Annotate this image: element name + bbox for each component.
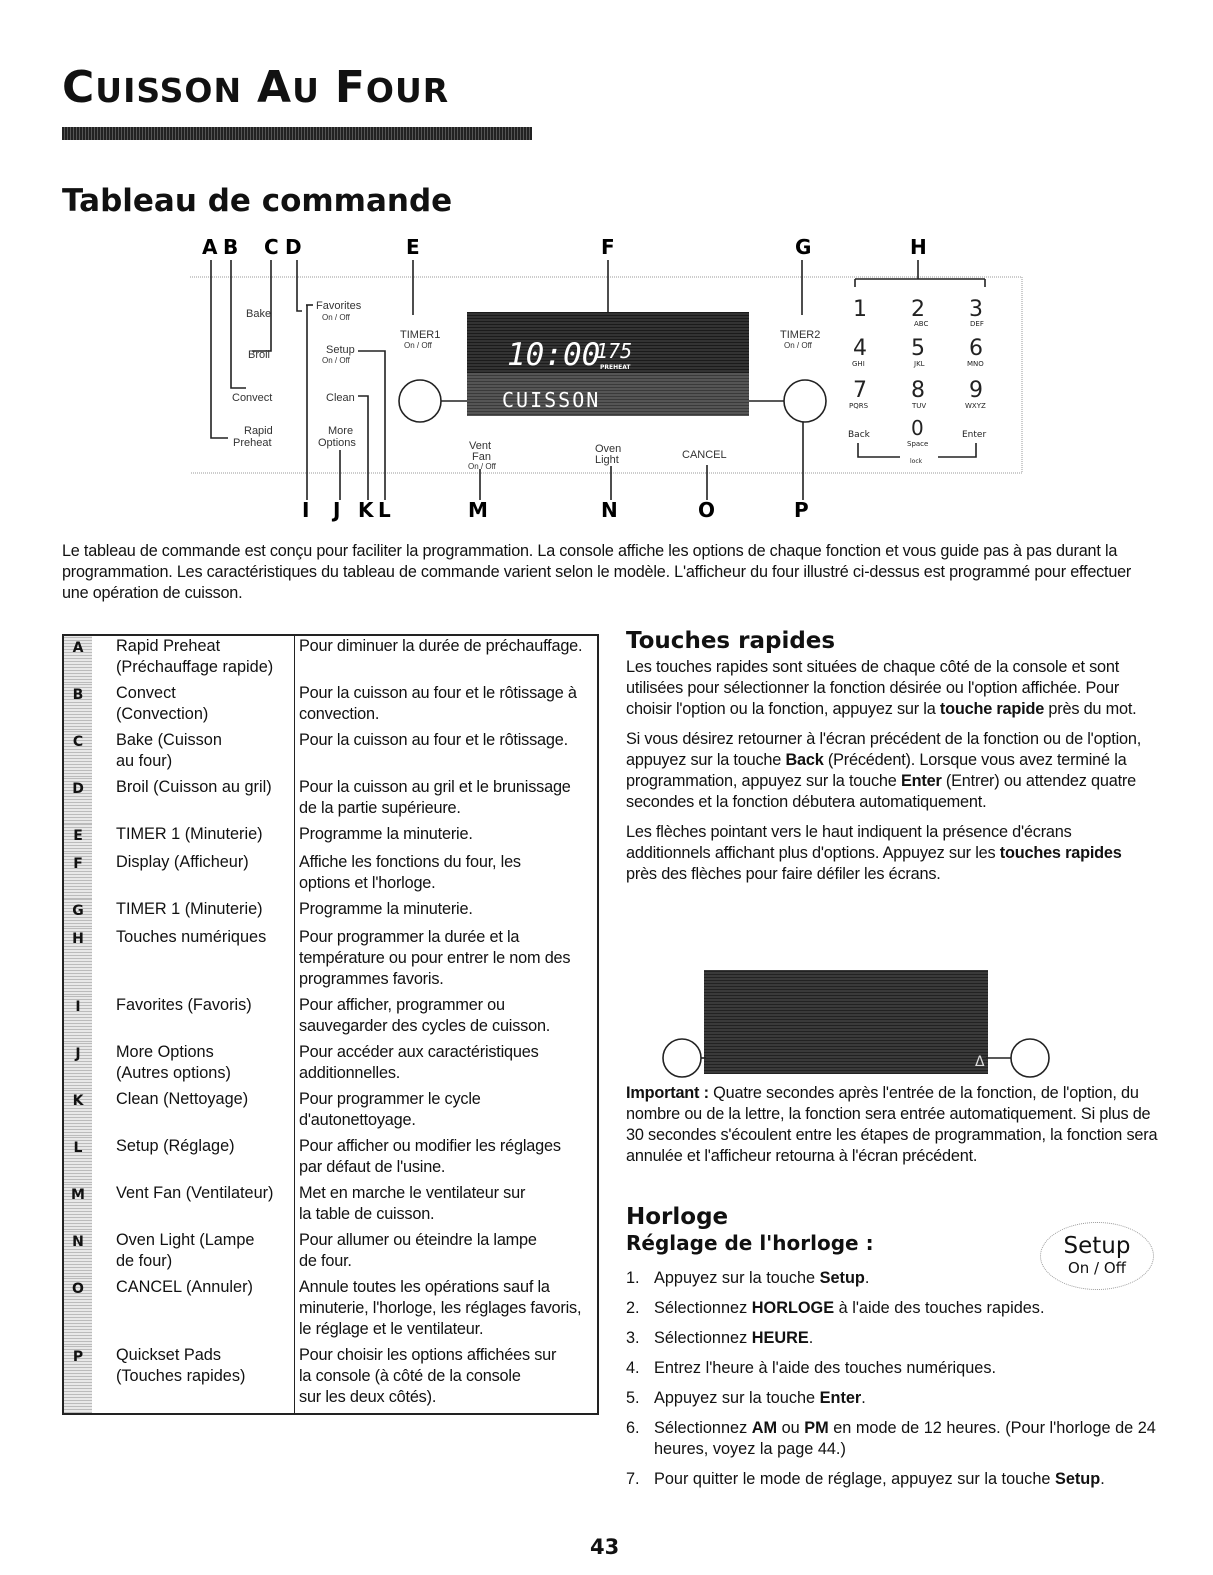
- key-enter: Enter: [962, 430, 987, 440]
- rapid-label: Rapid: [244, 425, 273, 437]
- table-row: [63, 683, 598, 730]
- title-rule: [62, 127, 532, 140]
- list-item: 4. Entrez l'heure à l'aide des touches numériques.: [626, 1359, 996, 1377]
- display-temp: 175: [596, 339, 633, 363]
- list-item: 3. Sélectionnez HEURE.: [626, 1329, 814, 1347]
- row-name: Bake (Cuisson au four): [92, 730, 295, 777]
- key-5-sub: JKL: [914, 360, 925, 368]
- row-code: H: [63, 927, 92, 995]
- key-6-sub: MNO: [967, 360, 984, 368]
- row-name: Vent Fan (Ventilateur): [92, 1183, 295, 1230]
- row-code: G: [63, 899, 92, 927]
- key-9: 9: [969, 378, 983, 403]
- letter-b: B: [223, 235, 239, 259]
- row-code: B: [63, 683, 92, 730]
- row-description: Pour diminuer la durée de préchauffage.: [299, 637, 583, 655]
- row-code: K: [63, 1089, 92, 1136]
- row-code: I: [63, 995, 92, 1042]
- display-mode: CUISSON: [502, 388, 601, 412]
- touches-p3: Les flèches pointant vers le haut indiquent la présence d'écrans additionnels affichant plus d'options. Appuyez sur les touches rapides près des flèches pour faire défiler les écrans.: [626, 823, 1122, 883]
- row-name: TIMER 1 (Minuterie): [92, 824, 295, 852]
- row-name: Broil (Cuisson au gril): [92, 777, 295, 824]
- row-code: F: [63, 852, 92, 899]
- letter-m: M: [468, 498, 488, 522]
- arrow-up-icon: Δ: [975, 1054, 985, 1070]
- letter-f: F: [601, 235, 615, 259]
- list-item: 6. Sélectionnez AM ou PM en mode de 12 heures. (Pour l'horloge de 24 heures, voyez la page 44.): [626, 1419, 1156, 1458]
- row-name: CANCEL (Annuler): [92, 1277, 295, 1345]
- row-description: Pour afficher ou modifier les réglages par défaut de l'usine.: [299, 1137, 561, 1176]
- row-description: Pour la cuisson au four et le rôtissage.: [299, 731, 568, 749]
- letter-p: P: [794, 498, 809, 522]
- letter-n: N: [601, 498, 618, 522]
- row-name: Display (Afficheur): [92, 852, 295, 899]
- row-description: Pour programmer le cycle d'autonettoyage.: [299, 1090, 481, 1129]
- key-7: 7: [853, 378, 867, 403]
- key-9-sub: WXYZ: [965, 402, 986, 410]
- row-description: Pour allumer ou éteindre la lampe de four.: [299, 1231, 537, 1270]
- key-6: 6: [969, 336, 983, 361]
- touches-heading: Touches rapides: [626, 628, 836, 654]
- key-4-sub: GHI: [852, 360, 865, 368]
- page-number: 43: [590, 1535, 620, 1559]
- key-3-sub: DEF: [970, 320, 984, 328]
- touches-section: [626, 628, 1156, 885]
- row-code: M: [63, 1183, 92, 1230]
- preheat-label: Preheat: [233, 437, 272, 449]
- row-code: E: [63, 824, 92, 852]
- row-description: Pour programmer la durée et la température ou pour entrer le nom des programmes favoris.: [299, 928, 571, 988]
- display-preheat: PREHEAT: [600, 364, 631, 371]
- letter-k: K: [358, 498, 374, 522]
- letter-h: H: [910, 235, 927, 259]
- key-3: 3: [969, 297, 983, 322]
- table-row: [63, 824, 598, 852]
- row-description: Annule toutes les opérations sauf la minuterie, l'horloge, les réglages favoris, le réglage et le ventilateur.: [299, 1278, 582, 1338]
- table-row: [63, 1277, 598, 1345]
- row-name: Touches numériques: [92, 927, 295, 995]
- key-1: 1: [853, 297, 867, 322]
- horloge-steps: [626, 1268, 1156, 1499]
- table-row: [63, 1230, 598, 1277]
- control-panel-diagram: [0, 225, 1213, 530]
- timer1-sub: On / Off: [404, 341, 432, 350]
- list-item: 2. Sélectionnez HORLOGE à l'aide des touches rapides.: [626, 1299, 1045, 1317]
- letter-g: G: [795, 235, 812, 259]
- key-2: 2: [911, 297, 925, 322]
- convect-label: Convect: [232, 392, 273, 404]
- letter-d: D: [285, 235, 302, 259]
- table-row: [63, 635, 598, 683]
- fan-sub: On / Off: [468, 462, 496, 471]
- setup-label: Setup: [326, 344, 355, 356]
- table-row: [63, 1089, 598, 1136]
- table-row: [63, 730, 598, 777]
- row-description: Programme la minuterie.: [299, 825, 473, 843]
- key-0: 0: [911, 416, 924, 440]
- key-lock: lock: [910, 458, 923, 465]
- row-code: O: [63, 1277, 92, 1345]
- key-2-sub: ABC: [914, 320, 929, 328]
- setup-button-illustration: Setup On / Off: [1040, 1222, 1154, 1290]
- row-description: Pour afficher, programmer ou sauvegarder des cycles de cuisson.: [299, 996, 551, 1035]
- letter-j: J: [333, 498, 341, 522]
- setup-sub: On / Off: [322, 356, 350, 365]
- row-description: Pour la cuisson au four et le rôtissage à convection.: [299, 684, 577, 723]
- touches-p2: Si vous désirez retourner à l'écran précédent de la fonction ou de l'option, appuyez sur la touche Back (Précédent). Lorsque vous avez terminé la programmation, appuyez sur la touche Enter (Entrer) ou attendez quatre secondes et la fonction débutera automatiquement.: [626, 730, 1142, 811]
- timer2-sub: On / Off: [784, 341, 812, 350]
- timer1-label: TIMER1: [400, 329, 441, 341]
- table-row: [63, 1183, 598, 1230]
- key-8: 8: [911, 378, 925, 403]
- more-label: More: [328, 425, 354, 437]
- quickset-screen: [704, 970, 988, 1074]
- row-code: C: [63, 730, 92, 777]
- list-item: 7. Pour quitter le mode de réglage, appuyez sur la touche Setup.: [626, 1470, 1105, 1488]
- section-title: Tableau de commande: [62, 183, 453, 219]
- row-name: TIMER 1 (Minuterie): [92, 899, 295, 927]
- quickset-right-button-icon: [1011, 1039, 1049, 1077]
- letter-a: A: [202, 235, 218, 259]
- letter-o: O: [698, 498, 716, 522]
- table-row: [63, 1345, 598, 1414]
- row-description: Met en marche le ventilateur sur la table de cuisson.: [299, 1184, 526, 1223]
- important-note: Important : Quatre secondes après l'entrée de la fonction, de l'option, du nombre ou de la lettre, la fonction sera entrée automatiquement. Si plus de 30 secondes s'écoulent entre les étapes de programmation, la fonction sera annulée et l'afficheur retourna à l'écran précédent.: [626, 1084, 1158, 1165]
- favorites-sub: On / Off: [322, 313, 350, 322]
- key-back: Back: [848, 430, 870, 440]
- key-space: Space: [907, 440, 929, 448]
- list-item: 1. Appuyez sur la touche Setup.: [626, 1269, 870, 1287]
- row-description: Pour accéder aux caractéristiques additionnelles.: [299, 1043, 539, 1082]
- row-name: More Options (Autres options): [92, 1042, 295, 1089]
- quickset-left-icon: [399, 380, 441, 422]
- quickset-left-button-icon: [663, 1039, 701, 1077]
- oven-label: Oven: [595, 443, 622, 455]
- list-item: 5. Appuyez sur la touche Enter.: [626, 1389, 866, 1407]
- letter-i: I: [302, 498, 310, 522]
- touches-p1: Les touches rapides sont situées de chaque côté de la console et sont utilisées pour sélectionner la fonction désirée ou l'option affichée. Pour choisir l'option ou la fonction, appuyez sur la touche rapide près du mot.: [626, 658, 1137, 718]
- broil-label: Broil: [248, 349, 271, 361]
- horloge-subheading: Réglage de l'horloge :: [626, 1231, 874, 1255]
- table-row: [63, 899, 598, 927]
- row-description: Affiche les fonctions du four, les options et l'horloge.: [299, 853, 521, 892]
- row-code: P: [63, 1345, 92, 1414]
- row-name: Setup (Réglage): [92, 1136, 295, 1183]
- fan-label: Fan: [472, 451, 491, 463]
- key-7-sub: PQRS: [849, 402, 869, 410]
- letter-e: E: [406, 235, 420, 259]
- horloge-heading: Horloge: [626, 1204, 729, 1230]
- table-row: [63, 1042, 598, 1089]
- table-row: [63, 995, 598, 1042]
- quickset-right-icon: [784, 380, 826, 422]
- table-row: [63, 927, 598, 995]
- page-title: CUISSON AU FOUR: [62, 62, 450, 113]
- row-code: J: [63, 1042, 92, 1089]
- light-label: Light: [595, 454, 619, 466]
- key-5: 5: [911, 336, 925, 361]
- key-4: 4: [853, 336, 867, 361]
- key-8-sub: TUV: [912, 402, 927, 410]
- favorites-label: Favorites: [316, 300, 362, 312]
- bake-label: Bake: [246, 308, 272, 320]
- row-code: A: [63, 635, 92, 683]
- row-name: Quickset Pads (Touches rapides): [92, 1345, 295, 1414]
- row-name: Rapid Preheat (Préchauffage rapide): [92, 635, 295, 683]
- intro-paragraph: Le tableau de commande est conçu pour faciliter la programmation. La console affiche les options de chaque fonction et vous guide pas à pas durant la programmation. Les caractéristiques du tableau de commande varient selon le modèle. L'afficheur du four illustré ci-dessus est programmé pour effectuer une opération de cuisson.: [62, 542, 1132, 602]
- letter-l: L: [378, 498, 391, 522]
- quickset-diagram: [630, 968, 1050, 1088]
- clean-label: Clean: [326, 392, 355, 404]
- row-code: N: [63, 1230, 92, 1277]
- row-description: Pour la cuisson au gril et le brunissage de la partie supérieure.: [299, 778, 571, 817]
- row-name: Oven Light (Lampe de four): [92, 1230, 295, 1277]
- row-name: Favorites (Favoris): [92, 995, 295, 1042]
- row-name: Clean (Nettoyage): [92, 1089, 295, 1136]
- table-row: [63, 777, 598, 824]
- features-table: [62, 634, 599, 1415]
- cancel-label: CANCEL: [682, 449, 727, 461]
- row-description: Programme la minuterie.: [299, 900, 473, 918]
- row-name: Convect (Convection): [92, 683, 295, 730]
- table-row: [63, 1136, 598, 1183]
- options-label: Options: [318, 437, 356, 449]
- letter-c: C: [264, 235, 279, 259]
- timer2-label: TIMER2: [780, 329, 821, 341]
- row-code: D: [63, 777, 92, 824]
- display-time: 10:00: [507, 337, 601, 373]
- row-description: Pour choisir les options affichées sur la console (à côté de la console sur les deux côtés).: [299, 1346, 557, 1406]
- row-code: L: [63, 1136, 92, 1183]
- vent-label: Vent: [469, 440, 492, 452]
- table-row: [63, 852, 598, 899]
